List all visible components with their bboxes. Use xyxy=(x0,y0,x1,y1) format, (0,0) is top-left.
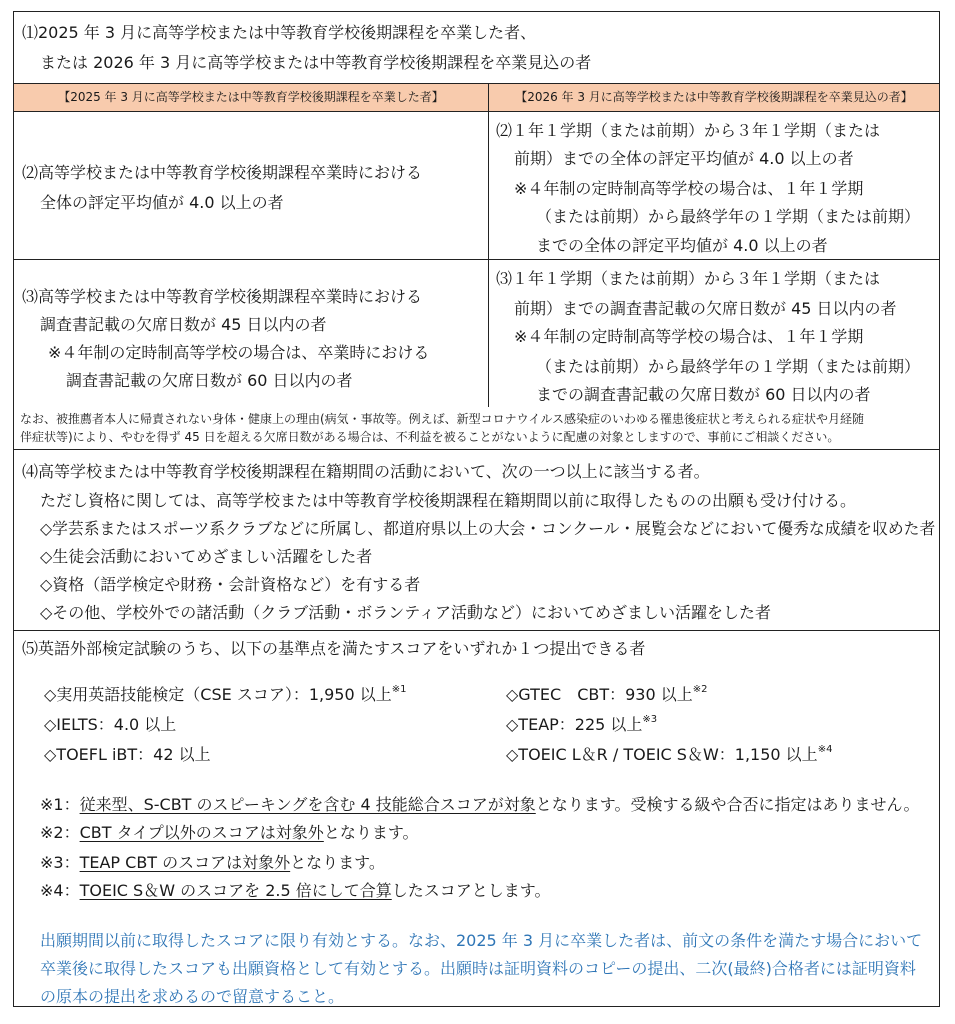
s2-left-line2: 全体の評定平均値が 4.0 以上の者 xyxy=(40,193,284,212)
s1-line2: または 2026 年 3 月に高等学校または中等教育学校後期課程を卒業見込の者 xyxy=(40,53,592,72)
absence-note-line2: 伴症状等)により、やむを得ず 45 日を超える欠席日数がある場合は、不利益を被ることがないように配慮の対象としますので、事前にご相談ください。 xyxy=(20,430,840,444)
divider xyxy=(13,111,940,112)
s4-item-student-council: ◇生徒会活動においてめざましい活躍をした者 xyxy=(40,547,373,566)
test-toeic: ◇TOEIC L＆R / TOEIC S＆W：1,150 以上$^{※4}$ xyxy=(506,744,833,764)
column-divider xyxy=(488,83,489,407)
absence-note-line1: なお、被推薦者本人に帰責されない身体・健康上の理由(病気・事故等。例えば、新型コロナウイルス感染症のいわゆる罹患後症状と考えられる症状や月経随 xyxy=(20,412,864,426)
header-graduated: 【2025 年 3 月に高等学校または中等教育学校後期課程を卒業した者】 xyxy=(14,84,488,111)
s1-line1: ⑴2025 年 3 月に高等学校または中等教育学校後期課程を卒業した者、 xyxy=(22,23,537,42)
s3-left-line3: ※４年制の定時制高等学校の場合は、卒業時における xyxy=(48,343,430,362)
s3-right-line3: ※４年制の定時制高等学校の場合は、１年１学期 xyxy=(514,327,864,346)
test-teap: ◇TEAP：225 以上$^{※3}$ xyxy=(506,714,658,734)
divider xyxy=(13,630,940,631)
s2-left-line1: ⑵高等学校または中等教育学校後期課程卒業時における xyxy=(22,163,423,182)
s2-right-line5: までの全体の評定平均値が 4.0 以上の者 xyxy=(536,236,828,255)
s3-right-line1: ⑶１年１学期（または前期）から３年１学期（または xyxy=(496,269,881,288)
header-expected: 【2026 年 3 月に高等学校または中等教育学校後期課程を卒業見込の者】 xyxy=(489,84,939,111)
s3-right-line2: 前期）までの調査書記載の欠席日数が 45 日以内の者 xyxy=(514,299,897,318)
test-eiken: ◇実用英語技能検定（CSE スコア）：1,950 以上$^{※1}$ xyxy=(44,684,407,704)
s3-left-line1: ⑶高等学校または中等教育学校後期課程卒業時における xyxy=(22,287,423,306)
footnote-1: ※1：従来型、S-CBT のスピーキングを含む 4 技能総合スコアが対象となります。受検する級や合否に指定はありません。 xyxy=(40,795,920,814)
footnote-2: ※2：CBT タイプ以外のスコアは対象外となります。 xyxy=(40,823,419,842)
s2-right-line4: （または前期）から最終学年の１学期（または前期） xyxy=(536,207,921,226)
s2-right-line1: ⑵１年１学期（または前期）から３年１学期（または xyxy=(496,121,881,140)
s3-right-line4: （または前期）から最終学年の１学期（または前期） xyxy=(536,357,921,376)
divider xyxy=(13,449,940,450)
test-gtec: ◇GTEC CBT：930 以上$^{※2}$ xyxy=(506,684,708,704)
s3-right-line5: までの調査書記載の欠席日数が 60 日以内の者 xyxy=(536,385,871,404)
s3-left-line4: 調査書記載の欠席日数が 60 日以内の者 xyxy=(66,371,353,390)
s4-item-qualification: ◇資格（語学検定や財務・会計資格など）を有する者 xyxy=(40,575,421,594)
s4-line2: ただし資格に関しては、高等学校または中等教育学校後期課程在籍期間以前に取得したものの出願も受け付ける。 xyxy=(40,491,857,510)
s2-right-line2: 前期）までの全体の評定平均値が 4.0 以上の者 xyxy=(514,149,854,168)
s5-intro: ⑸英語外部検定試験のうち、以下の基準点を満たすスコアをいずれか１つ提出できる者 xyxy=(22,639,646,658)
s2-right-line3: ※４年制の定時制高等学校の場合は、１年１学期 xyxy=(514,179,864,198)
validity-line2: 卒業後に取得したスコアも出願資格として有効とする。出願時は証明資料のコピーの提出、二次(最終)合格者には証明資料 xyxy=(40,959,916,978)
footnote-3: ※3：TEAP CBT のスコアは対象外となります。 xyxy=(40,853,385,872)
test-ielts: ◇IELTS：4.0 以上 xyxy=(44,715,177,734)
s4-item-other: ◇その他、学校外での諸活動（クラブ活動・ボランティア活動など）においてめざましい活躍をした者 xyxy=(40,603,772,622)
footnote-4: ※4：TOEIC S＆W のスコアを 2.5 倍にして合算したスコアとします。 xyxy=(40,881,551,900)
validity-line1: 出願期間以前に取得したスコアに限り有効とする。なお、2025 年 3 月に卒業した者は、前文の条件を満たす場合において xyxy=(40,931,923,950)
divider xyxy=(13,259,940,260)
s4-line1: ⑷高等学校または中等教育学校後期課程在籍期間の活動において、次の一つ以上に該当する者。 xyxy=(22,462,710,481)
test-toefl: ◇TOEFL iBT：42 以上 xyxy=(44,745,211,764)
s4-item-club: ◇学芸系またはスポーツ系クラブなどに所属し、都道府県以上の大会・コンクール・展覧会などにおいて優秀な成績を収めた者 xyxy=(40,519,936,538)
validity-line3: の原本の提出を求めるので留意すること。 xyxy=(40,987,345,1006)
s3-left-line2: 調査書記載の欠席日数が 45 日以内の者 xyxy=(40,315,327,334)
